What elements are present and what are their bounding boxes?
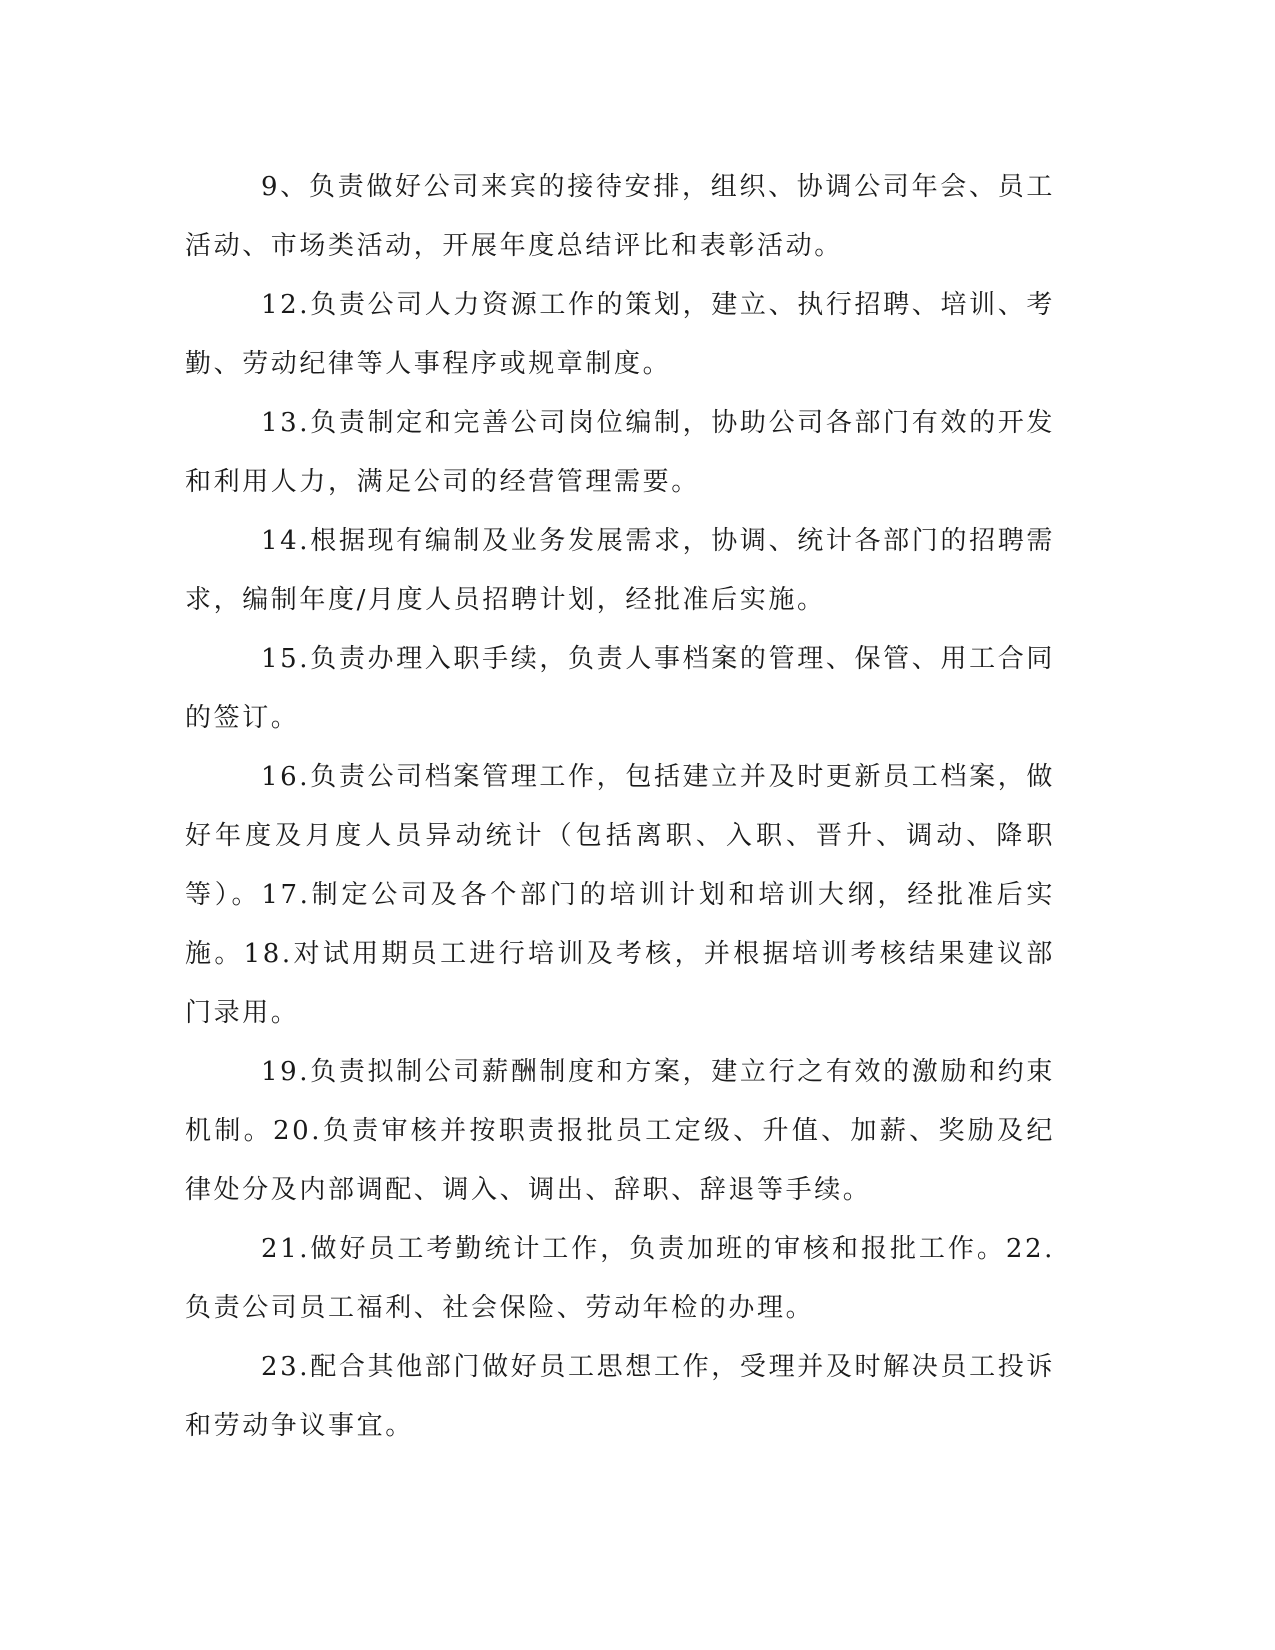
- paragraph-item-12: 12.负责公司人力资源工作的策划，建立、执行招聘、培训、考勤、劳动纪律等人事程序或规章制度。: [185, 290, 1055, 379]
- paragraph-item-19-20: 19.负责拟制公司薪酬制度和方案，建立行之有效的激励和约束机制。20.负责审核并按职责报批员工定级、升值、加薪、奖励及纪律处分及内部调配、调入、调出、辞职、辞退等手续。: [185, 1057, 1055, 1205]
- paragraph-item-15: 15.负责办理入职手续，负责人事档案的管理、保管、用工合同的签订。: [185, 644, 1055, 733]
- paragraph-item-9: 9、负责做好公司来宾的接待安排，组织、协调公司年会、员工活动、市场类活动，开展年度总结评比和表彰活动。: [185, 172, 1055, 261]
- paragraph-item-13: 13.负责制定和完善公司岗位编制，协助公司各部门有效的开发和利用人力，满足公司的经营管理需要。: [185, 408, 1055, 497]
- paragraph-item-23: 23.配合其他部门做好员工思想工作，受理并及时解决员工投诉和劳动争议事宜。: [185, 1352, 1055, 1441]
- paragraph-item-16-18: 16.负责公司档案管理工作，包括建立并及时更新员工档案，做好年度及月度人员异动统计（包括离职、入职、晋升、调动、降职等）。17.制定公司及各个部门的培训计划和培训大纲，经批准后实施。18.对试用期员工进行培训及考核，并根据培训考核结果建议部门录用。: [185, 762, 1055, 1028]
- paragraph-item-21-22: 21.做好员工考勤统计工作，负责加班的审核和报批工作。22.负责公司员工福利、社会保险、劳动年检的办理。: [185, 1234, 1055, 1323]
- document-body: [185, 158, 1055, 1456]
- paragraph-item-14: 14.根据现有编制及业务发展需求，协调、统计各部门的招聘需求，编制年度/月度人员招聘计划，经批准后实施。: [185, 526, 1055, 615]
